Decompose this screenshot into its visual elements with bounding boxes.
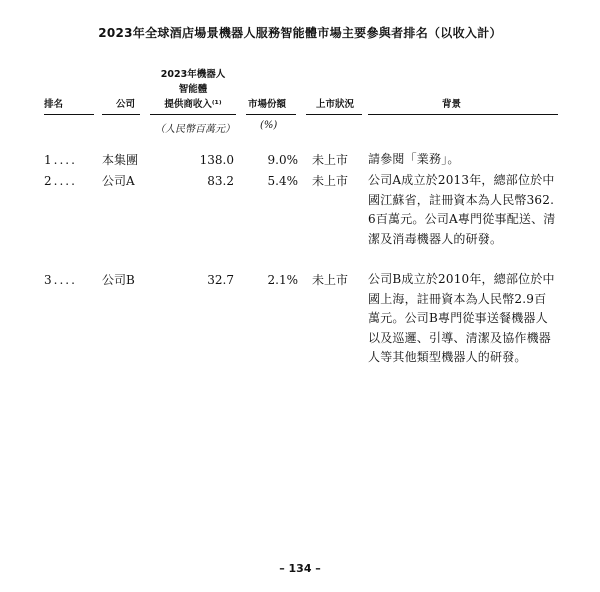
page-number: – 134 – [279, 562, 321, 575]
row2-background: 公司A成立於2013年，總部位於中國江蘇省，註冊資本為人民幣362.6百萬元。公司A專門從事配送、清潔及消毒機器人的研發。 [368, 173, 556, 246]
row2-company: 公司A [102, 174, 135, 188]
row3-share: 2.1% [267, 273, 298, 287]
header-status: 上市狀況 [316, 99, 355, 110]
header-rule-rank [44, 114, 94, 115]
row2-share: 5.4% [267, 174, 298, 188]
row1-rank: 1.... [44, 153, 77, 167]
row1-company: 本集團 [102, 153, 139, 167]
row1-share: 9.0% [267, 153, 298, 167]
header-revenue-line1: 2023年機器人 [160, 69, 226, 80]
header-rule-company [102, 114, 140, 115]
row2-status: 未上市 [312, 174, 349, 188]
units-share: (%) [260, 120, 278, 131]
row3-company: 公司B [102, 273, 135, 287]
row1-revenue: 138.0 [199, 153, 234, 167]
row3-background: 公司B成立於2010年，總部位於中國上海，註冊資本為人民幣2.9百萬元。公司B專門從事送餐機器人以及巡邏、引導、清潔及協作機器人等其他類型機器人的研發。 [368, 272, 555, 365]
row1-status: 未上市 [312, 153, 349, 167]
header-rank: 排名 [44, 99, 64, 110]
header-share: 市場份額 [248, 99, 287, 110]
row2-rank: 2.... [44, 174, 77, 188]
header-revenue [150, 67, 236, 112]
header-background: 背景 [442, 99, 462, 110]
row1-background: 請參閱「業務」。 [368, 152, 460, 166]
page-title: 2023年全球酒店場景機器人服務智能體市場主要參與者排名（以收入計） [98, 26, 502, 40]
header-revenue-line2: 智能體 [178, 84, 208, 95]
row3-rank: 3.... [44, 273, 77, 287]
header-company: 公司 [116, 99, 136, 110]
row3-revenue: 32.7 [207, 273, 234, 287]
header-rule-share [246, 114, 296, 115]
header-rule-background [368, 114, 558, 115]
units-revenue: （人民幣百萬元） [155, 124, 235, 135]
row3-status: 未上市 [312, 273, 349, 287]
header-rule-status [306, 114, 362, 115]
row2-revenue: 83.2 [207, 174, 234, 188]
header-rule-revenue [150, 114, 236, 115]
header-revenue-line3: 提供商收入⁽¹⁾ [164, 99, 222, 110]
